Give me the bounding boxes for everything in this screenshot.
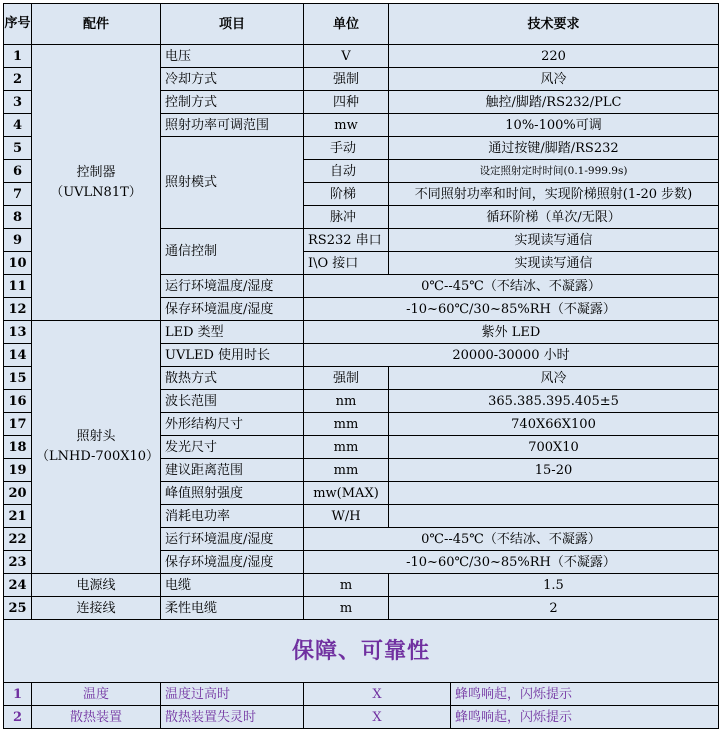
item-cell: 保存环境温度/湿度 [161, 298, 304, 321]
unit-cell: nm [304, 390, 389, 413]
unit-cell: 四种 [304, 91, 389, 114]
req-cell: 紫外 LED [304, 321, 719, 344]
reliability-title: 保障、可靠性 [4, 620, 719, 683]
row-no: 21 [4, 505, 32, 528]
req-cell: 0℃--45℃（不结冰、不凝露） [304, 528, 719, 551]
unit-cell: 手动 [304, 137, 389, 160]
req-cell: 700X10 [389, 436, 719, 459]
item-cell: 冷却方式 [161, 68, 304, 91]
unit-cell: mm [304, 459, 389, 482]
unit-cell: W/H [304, 505, 389, 528]
item-cell: 波长范围 [161, 390, 304, 413]
row-no: 25 [4, 597, 32, 620]
unit-cell: 强制 [304, 68, 389, 91]
header-item: 项目 [161, 4, 304, 45]
part-cell: 连接线 [32, 597, 161, 620]
unit-cell: 阶梯 [304, 183, 389, 206]
row-no: 20 [4, 482, 32, 505]
unit-cell: X [304, 706, 451, 729]
req-cell: 循环阶梯（单次/无限） [389, 206, 719, 229]
item-cell: 峰值照射强度 [161, 482, 304, 505]
row-no: 6 [4, 160, 32, 183]
item-cell: 电压 [161, 45, 304, 68]
row-no: 4 [4, 114, 32, 137]
part-cell: 散热装置 [32, 706, 161, 729]
req-cell: 风冷 [389, 68, 719, 91]
req-cell: 通过按键/脚踏/RS232 [389, 137, 719, 160]
row-no: 24 [4, 574, 32, 597]
req-cell: 740X66X100 [389, 413, 719, 436]
req-cell: 风冷 [389, 367, 719, 390]
item-cell: 温度过高时 [161, 683, 304, 706]
part-cell: 电源线 [32, 574, 161, 597]
row-no: 2 [4, 68, 32, 91]
row-no: 22 [4, 528, 32, 551]
item-cell: LED 类型 [161, 321, 304, 344]
reliability-title-row [4, 620, 719, 683]
req-cell: 设定照射定时时间(0.1-999.9s) [389, 160, 719, 183]
part-controller: 控制器 （UVLN81T） [32, 45, 161, 321]
item-cell: UVLED 使用时长 [161, 344, 304, 367]
row-no: 2 [4, 706, 32, 729]
row-no: 3 [4, 91, 32, 114]
item-comm: 通信控制 [161, 229, 304, 275]
part-cell: 温度 [32, 683, 161, 706]
unit-cell: mm [304, 413, 389, 436]
req-cell: 实现读写通信 [389, 229, 719, 252]
item-cell: 发光尺寸 [161, 436, 304, 459]
req-cell: 220 [389, 45, 719, 68]
row-no: 18 [4, 436, 32, 459]
req-cell: 20000-30000 小时 [304, 344, 719, 367]
unit-cell: m [304, 597, 389, 620]
req-cell: 蜂鸣响起，闪烁提示 [451, 706, 719, 729]
item-cell: 运行环境温度/湿度 [161, 528, 304, 551]
row-no: 17 [4, 413, 32, 436]
req-cell: 实现读写通信 [389, 252, 719, 275]
item-cell: 外形结构尺寸 [161, 413, 304, 436]
row-no: 23 [4, 551, 32, 574]
unit-cell: 强制 [304, 367, 389, 390]
row-no: 11 [4, 275, 32, 298]
unit-cell: m [304, 574, 389, 597]
req-cell: 0℃--45℃（不结冰、不凝露） [304, 275, 719, 298]
row-no: 1 [4, 683, 32, 706]
row-no: 7 [4, 183, 32, 206]
header-part: 配件 [32, 4, 161, 45]
header-row [4, 4, 719, 45]
row-no: 12 [4, 298, 32, 321]
spec-table [3, 3, 719, 729]
unit-cell: mm [304, 436, 389, 459]
row-no: 13 [4, 321, 32, 344]
table-row [4, 45, 719, 68]
header-requirement: 技术要求 [389, 4, 719, 45]
req-cell [389, 482, 719, 505]
item-cell: 散热方式 [161, 367, 304, 390]
item-cell: 电缆 [161, 574, 304, 597]
item-mode: 照射模式 [161, 137, 304, 229]
req-cell: 触控/脚踏/RS232/PLC [389, 91, 719, 114]
req-cell: 蜂鸣响起，闪烁提示 [451, 683, 719, 706]
row-no: 8 [4, 206, 32, 229]
row-no: 1 [4, 45, 32, 68]
unit-cell: 脉冲 [304, 206, 389, 229]
unit-cell: mw(MAX) [304, 482, 389, 505]
unit-cell: X [304, 683, 451, 706]
table-row [4, 683, 719, 706]
req-cell: 1.5 [389, 574, 719, 597]
part-head: 照射头 （LNHD-700X10） [32, 321, 161, 574]
item-cell: 运行环境温度/湿度 [161, 275, 304, 298]
req-cell [389, 505, 719, 528]
req-cell: 不同照射功率和时间，实现阶梯照射(1-20 步数) [389, 183, 719, 206]
item-cell: 建议距离范围 [161, 459, 304, 482]
row-no: 19 [4, 459, 32, 482]
row-no: 5 [4, 137, 32, 160]
unit-cell: 自动 [304, 160, 389, 183]
header-unit: 单位 [304, 4, 389, 45]
item-cell: 散热装置失灵时 [161, 706, 304, 729]
req-cell: 365.385.395.405±5 [389, 390, 719, 413]
header-no: 序号 [4, 4, 32, 45]
req-cell: 15-20 [389, 459, 719, 482]
unit-cell: I\O 接口 [304, 252, 389, 275]
table-row [4, 321, 719, 344]
row-no: 15 [4, 367, 32, 390]
req-cell: 10%-100%可调 [389, 114, 719, 137]
req-cell: 2 [389, 597, 719, 620]
item-cell: 消耗电功率 [161, 505, 304, 528]
item-cell: 保存环境温度/湿度 [161, 551, 304, 574]
unit-cell: mw [304, 114, 389, 137]
req-cell: -10~60℃/30~85%RH（不凝露） [304, 551, 719, 574]
item-cell: 控制方式 [161, 91, 304, 114]
row-no: 14 [4, 344, 32, 367]
row-no: 16 [4, 390, 32, 413]
row-no: 9 [4, 229, 32, 252]
item-cell: 照射功率可调范围 [161, 114, 304, 137]
table-row [4, 574, 719, 597]
row-no: 10 [4, 252, 32, 275]
item-cell: 柔性电缆 [161, 597, 304, 620]
table-row [4, 706, 719, 729]
unit-cell: V [304, 45, 389, 68]
req-cell: -10~60℃/30~85%RH（不凝露） [304, 298, 719, 321]
table-row [4, 597, 719, 620]
unit-cell: RS232 串口 [304, 229, 389, 252]
